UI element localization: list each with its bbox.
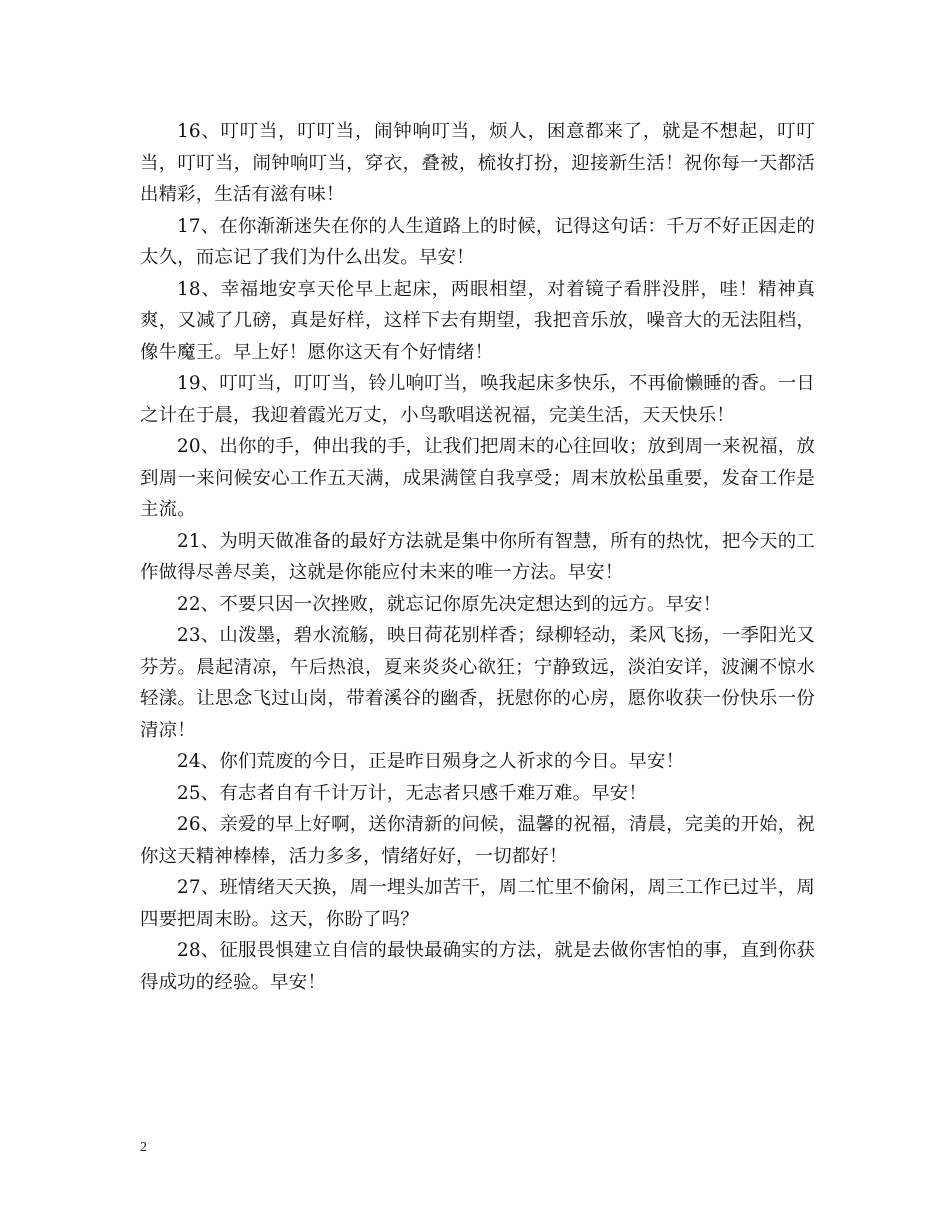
paragraph-26: 26、亲爱的早上好啊，送你清新的问候，温馨的祝福，清晨，完美的开始，祝你这天精神棒棒，活力多多，情绪好好，一切都好！ (140, 814, 815, 867)
paragraph-22: 22、不要只因一次挫败，就忘记你原先决定想达到的远方。早安！ (177, 593, 722, 615)
paragraph-17: 17、在你渐渐迷失在你的人生道路上的时候，记得这句话：千万不好正因走的太久，而忘记了我们为什么出发。早安！ (140, 215, 815, 268)
paragraph-16: 16、叮叮当，叮叮当，闹钟响叮当，烦人，困意都来了，就是不想起，叮叮当，叮叮当，闹钟响叮当，穿衣，叠被，梳妆打扮，迎接新生活！祝你每一天都活出精彩，生活有滋有味！ (140, 121, 815, 205)
paragraph-24: 24、你们荒废的今日，正是昨日殒身之人祈求的今日。早安！ (177, 751, 685, 772)
paragraph-23: 23、山泼墨，碧水流觞，映日荷花别样香；绿柳轻动，柔风飞扬，一季阳光又芬芳。晨起清凉，午后热浪，夏来炎炎心欲狂；宁静致远，淡泊安详，波澜不惊水轻漾。让思念飞过山岗，带着溪谷的幽香，抚慰你的心房，愿你收获一份快乐一份清凉！ (140, 625, 815, 741)
paragraph-19: 19、叮叮当，叮叮当，铃儿响叮当，唤我起床多快乐，不再偷懒睡的香。一日之计在于晨，我迎着霞光万丈，小鸟歌唱送祝福，完美生活，天天快乐！ (140, 373, 815, 426)
paragraph-25: 25、有志者自有千计万计，无志者只感千难万难。早安！ (177, 782, 647, 804)
paragraph-27: 27、班情绪天天换，周一埋头加苦干，周二忙里不偷闲，周三工作已过半，周四要把周末盼。这天，你盼了吗？ (140, 877, 815, 930)
paragraph-20: 20、出你的手，伸出我的手，让我们把周末的心往回收；放到周一来祝福，放到周一来问候安心工作五天满，成果满筐自我享受；周末放松虽重要，发奋工作是主流。 (140, 436, 815, 520)
paragraph-28: 28、征服畏惧建立自信的最快最确实的方法，就是去做你害怕的事，直到你获得成功的经验。早安！ (140, 940, 815, 993)
page-number: 2 (140, 1140, 147, 1155)
paragraph-21: 21、为明天做准备的最好方法就是集中你所有智慧，所有的热忱，把今天的工作做得尽善尽美，这就是你能应付未来的唯一方法。早安！ (140, 530, 815, 583)
paragraph-18: 18、幸福地安享天伦早上起床，两眼相望，对着镜子看胖没胖，哇！精神真爽，又减了几磅，真是好样，这样下去有期望，我把音乐放，噪音大的无法阻档，像牛魔王。早上好！愿你这天有个好情绪！ (140, 278, 815, 363)
document-body (140, 116, 815, 998)
